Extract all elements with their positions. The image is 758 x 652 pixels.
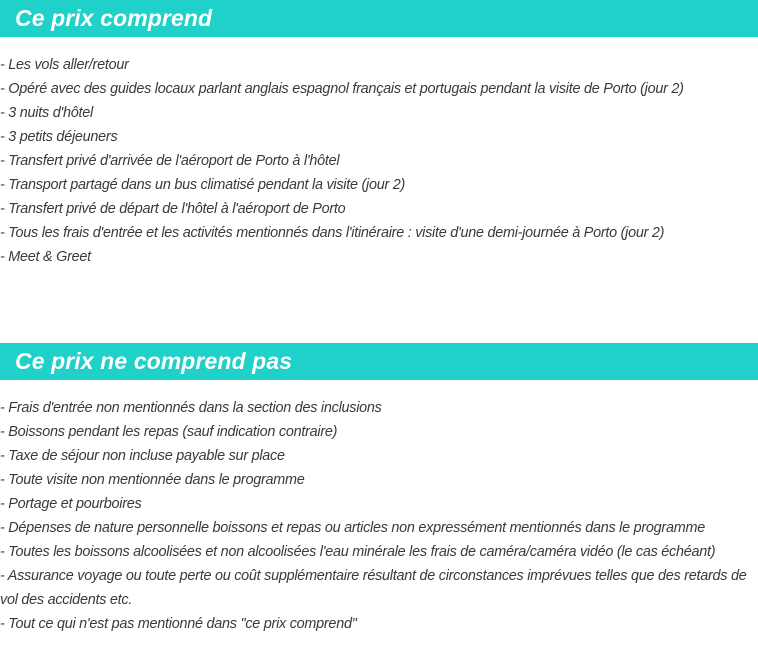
list-item: - Boissons pendant les repas (sauf indication contraire) — [0, 424, 338, 440]
list-item: - Taxe de séjour non incluse payable sur place — [0, 448, 285, 464]
list-item: - Transport partagé dans un bus climatisé pendant la visite (jour 2) — [0, 177, 406, 193]
list-item: - Toutes les boissons alcoolisées et non alcoolisées l'eau minérale les frais de caméra/caméra vidéo (le cas échéant) — [0, 544, 716, 560]
excluded-section-title: Ce prix ne comprend pas — [15, 348, 293, 374]
list-item: - Tous les frais d'entrée et les activités mentionnés dans l'itinéraire : visite d'une demi-journée à Porto (jour 2) — [0, 225, 665, 241]
list-item: - Assurance voyage ou toute perte ou coût supplémentaire résultant de circonstances imprévues telles que des retards de vol des accidents etc. — [0, 568, 747, 608]
included-section-title: Ce prix comprend — [15, 5, 213, 31]
list-item: - Toute visite non mentionnée dans le programme — [0, 472, 305, 488]
list-item: - Portage et pourboires — [0, 496, 142, 512]
list-item: - Meet & Greet — [0, 249, 91, 265]
included-list — [0, 53, 758, 269]
list-item: - Tout ce qui n'est pas mentionné dans "ce prix comprend" — [0, 616, 357, 632]
list-item: - Transfert privé d'arrivée de l'aéroport de Porto à l'hôtel — [0, 153, 340, 169]
list-item: - Les vols aller/retour — [0, 57, 129, 73]
list-item: - Transfert privé de départ de l'hôtel à l'aéroport de Porto — [0, 201, 346, 217]
list-item: - 3 petits déjeuners — [0, 129, 118, 145]
excluded-section-header — [0, 343, 758, 380]
list-item: - 3 nuits d'hôtel — [0, 105, 93, 121]
excluded-list — [0, 396, 758, 636]
list-item: - Dépenses de nature personnelle boissons et repas ou articles non expressément mentionnés dans le programme — [0, 520, 705, 536]
included-section-header — [0, 0, 758, 37]
list-item: - Opéré avec des guides locaux parlant anglais espagnol français et portugais pendant la visite de Porto (jour 2) — [0, 81, 684, 97]
list-item: - Frais d'entrée non mentionnés dans la section des inclusions — [0, 400, 382, 416]
